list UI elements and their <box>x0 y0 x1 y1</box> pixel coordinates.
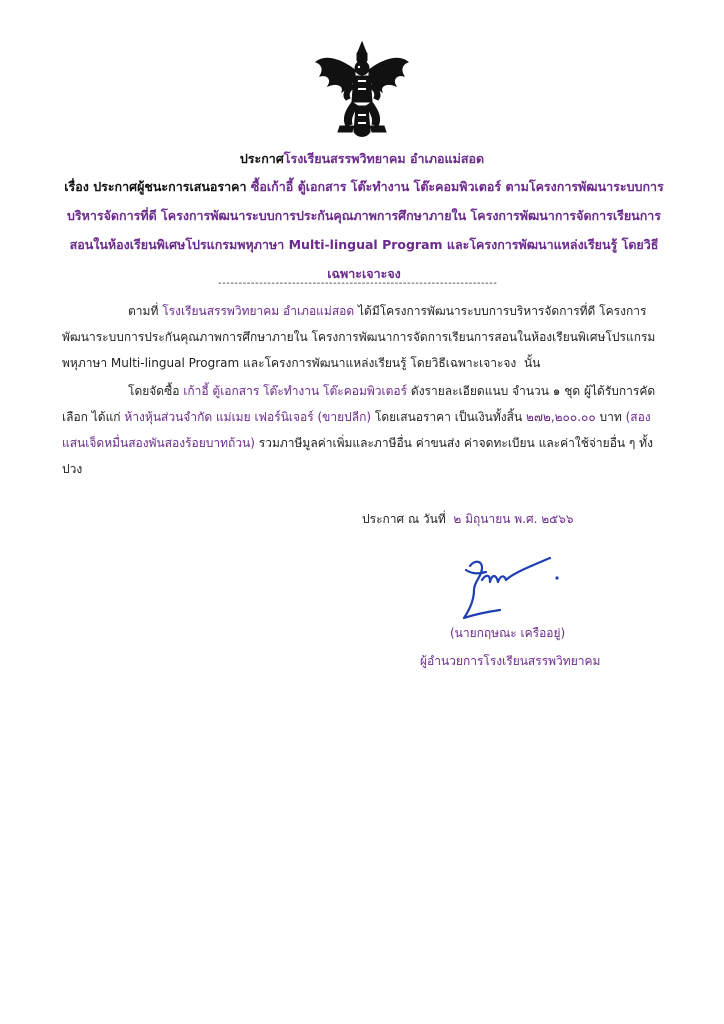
p1-end: นั้น <box>523 356 541 370</box>
paragraph-purchase <box>62 378 662 482</box>
p2-lead: โดยจัดซื้อ <box>128 384 180 398</box>
p2-offer: โดยเสนอราคา เป็นเงินทั้งสิ้น <box>374 410 523 424</box>
handwritten-signature <box>456 552 576 622</box>
p1-school: โรงเรียนสรรพวิทยาคม อำเภอแม่สอด <box>162 304 355 318</box>
signer-name: (นายกฤษณะ เครืออยู่) <box>450 626 566 640</box>
heading-prefix: ประกาศ <box>239 151 284 166</box>
p1-mid: ได้มีโครงการพัฒนาระบบการบริหารจัดการที่ดี โครงการพัฒนาระบบการประกันคุณภาพการศึกษาภายใน โครงการพัฒนาการจัดการเรียนการสอนในห้องเรียนพิเศษโปรแกรมพหุภาษา Multi-lingual Program และโครงการพัฒนาแหล่งเรียนรู้ โดยวิธีเฉพาะเจาะจง <box>62 304 656 370</box>
p2-baht: บาท <box>599 410 622 424</box>
p2-vendor: ห้างหุ้นส่วนจำกัด แม่เมย เฟอร์นิเจอร์ (ขายปลีก) <box>124 410 372 424</box>
paragraph-project <box>62 298 662 376</box>
divider-line: -------------------------------------------------------------------- <box>218 278 498 289</box>
p2-amount-words: (สองแสนเจ็ดหมื่นสองพันสองร้อยบาทถ้วน) <box>62 410 651 450</box>
announcement-heading <box>60 146 664 172</box>
subject-text: ซื้อเก้าอี้ ตู้เอกสาร โต๊ะทำงาน โต๊ะคอมพิวเตอร์ ตามโครงการพัฒนาระบบการบริหารจัดการที่ดี โครงการพัฒนาระบบการประกันคุณภาพการศึกษาภายใน โครงการพัฒนาการจัดการเรียนการสอนในห้องเรียนพิเศษโปรแกรมพหุภาษา Multi-lingual Program และโครงการพัฒนาแหล่งเรียนรู้ โดยวิธีเฉพาะเจาะจง <box>66 179 664 281</box>
subject-label: เรื่อง ประกาศผู้ชนะการเสนอราคา <box>64 179 247 194</box>
garuda-emblem <box>312 40 412 142</box>
p2-qty: ดังรายละเอียดแนบ จำนวน ๑ ชุด ผู้ได้รับการคัดเลือก ได้แก่ <box>62 384 656 424</box>
announce-date-line <box>362 510 573 529</box>
announce-date: ๒ มิถุนายน พ.ศ. ๒๕๖๖ <box>453 512 574 526</box>
heading-school: โรงเรียนสรรพวิทยาคม อำเภอแม่สอด <box>283 151 485 166</box>
p1-lead: ตามที่ <box>128 304 159 318</box>
announce-text: ประกาศ ณ วันที่ <box>362 512 446 526</box>
signer-title: ผู้อำนวยการโรงเรียนสรรพวิทยาคม <box>420 654 601 668</box>
announcement-subject <box>62 172 666 288</box>
p2-items: เก้าอี้ ตู้เอกสาร โต๊ะทำงาน โต๊ะคอมพิวเตอร์ <box>183 384 408 398</box>
p2-tail: รวมภาษีมูลค่าเพิ่มและภาษีอื่น ค่าขนส่ง ค่าจดทะเบียน และค่าใช้จ่ายอื่น ๆ ทั้งปวง <box>62 436 653 476</box>
p2-amount: ๒๗๒,๒๐๐.๐๐ <box>525 410 596 424</box>
